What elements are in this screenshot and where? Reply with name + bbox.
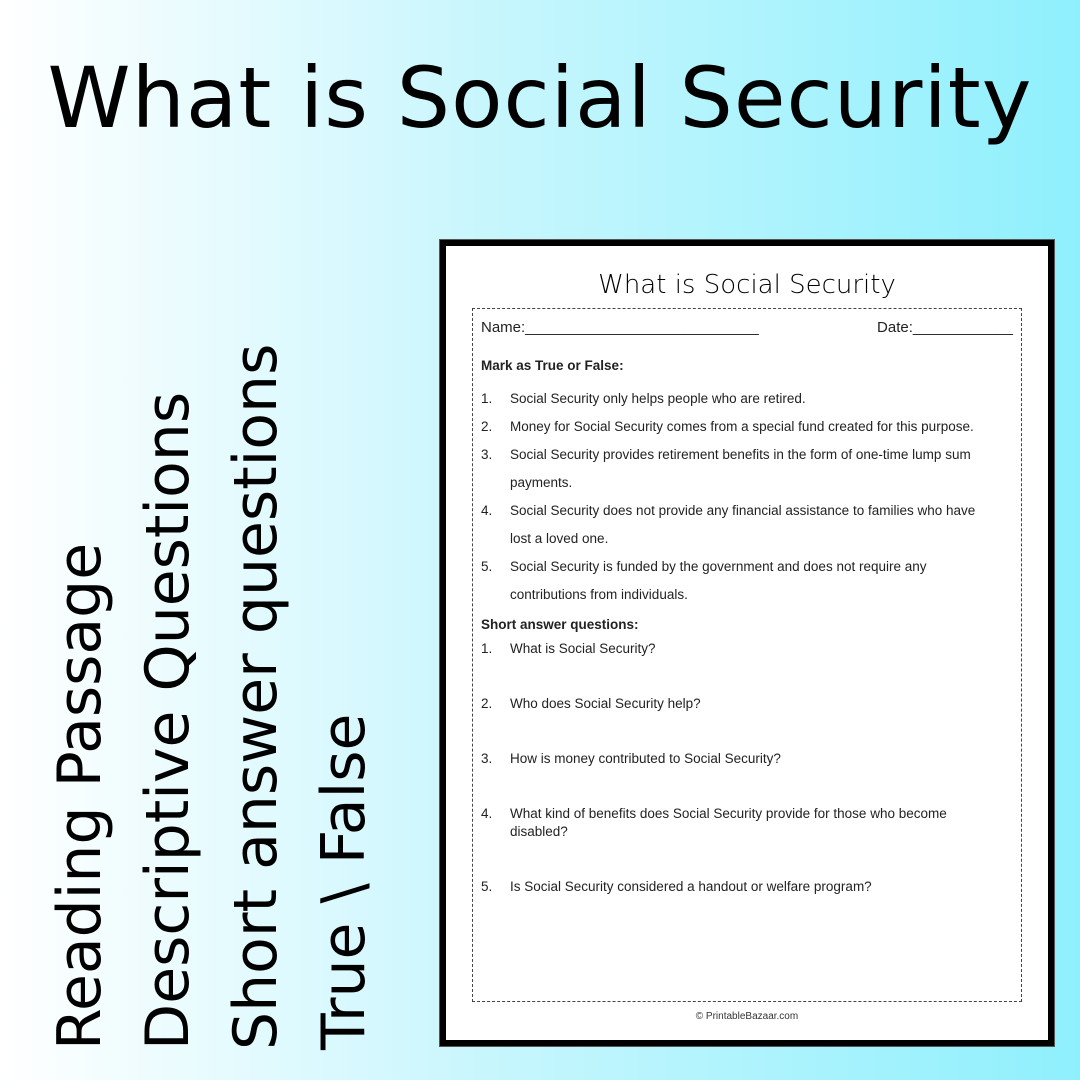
item-number: 3.: [481, 751, 493, 766]
list-item: [481, 413, 1013, 441]
list-item: [481, 441, 1013, 497]
item-text: Social Security only helps people who are retired.: [510, 391, 806, 406]
short-answer-list: [481, 640, 1013, 896]
side-label-text: Reading Passage: [45, 542, 115, 1050]
side-label-text: Short answer questions: [221, 343, 291, 1050]
item-text: How is money contributed to Social Security?: [510, 751, 781, 766]
item-text: What kind of benefits does Social Security provide for those who become disabled?: [510, 806, 947, 839]
item-text: Who does Social Security help?: [510, 696, 701, 711]
worksheet-title: What is Social Security: [598, 270, 896, 300]
item-text: Social Security provides retirement benefits in the form of one-time lump sum payments.: [510, 447, 971, 490]
list-item: [481, 640, 1013, 658]
side-label-short-answer: [216, 290, 296, 1050]
true-false-heading: Mark as True or False:: [481, 358, 624, 373]
item-text: What is Social Security?: [510, 641, 656, 656]
item-number: 1.: [481, 391, 493, 406]
side-label-text: Descriptive Questions: [133, 391, 203, 1050]
item-number: 5.: [481, 879, 493, 894]
copyright-text: © PrintableBazaar.com: [695, 1011, 799, 1022]
list-item: [481, 553, 1013, 609]
list-item: [481, 497, 1013, 553]
item-number: 2.: [481, 419, 493, 434]
list-item: [481, 385, 1013, 413]
list-item: [481, 750, 1013, 768]
item-number: 1.: [481, 641, 493, 656]
item-number: 2.: [481, 696, 493, 711]
item-number: 4.: [481, 503, 493, 518]
item-number: 4.: [481, 806, 493, 821]
worksheet-body: [472, 308, 1022, 1002]
item-number: 3.: [481, 447, 493, 462]
date-field-label: Date:____________: [877, 319, 1013, 336]
page-title: What is Social Security: [47, 49, 1033, 147]
side-labels: [40, 290, 380, 1050]
item-text: Is Social Security considered a handout or welfare program?: [510, 879, 872, 894]
worksheet-preview: [440, 240, 1054, 1046]
name-date-row: [481, 319, 1013, 336]
side-label-descriptive-questions: [128, 290, 208, 1050]
list-item: [481, 695, 1013, 713]
item-text: Money for Social Security comes from a special fund created for this purpose.: [510, 419, 974, 434]
item-text: Social Security does not provide any financial assistance to families who have lost a loved one.: [510, 503, 976, 546]
side-label-text: True \ False: [309, 713, 379, 1050]
list-item: [481, 878, 1013, 896]
short-answer-heading: Short answer questions:: [481, 617, 639, 632]
side-label-reading-passage: [40, 290, 120, 1050]
side-label-true-false: [304, 290, 384, 1050]
name-field-label: Name:____________________________: [481, 319, 759, 336]
item-text: Social Security is funded by the government and does not require any contributions from individuals.: [510, 559, 927, 602]
list-item: [481, 805, 1013, 841]
item-number: 5.: [481, 559, 493, 574]
true-false-list: [481, 385, 1013, 609]
